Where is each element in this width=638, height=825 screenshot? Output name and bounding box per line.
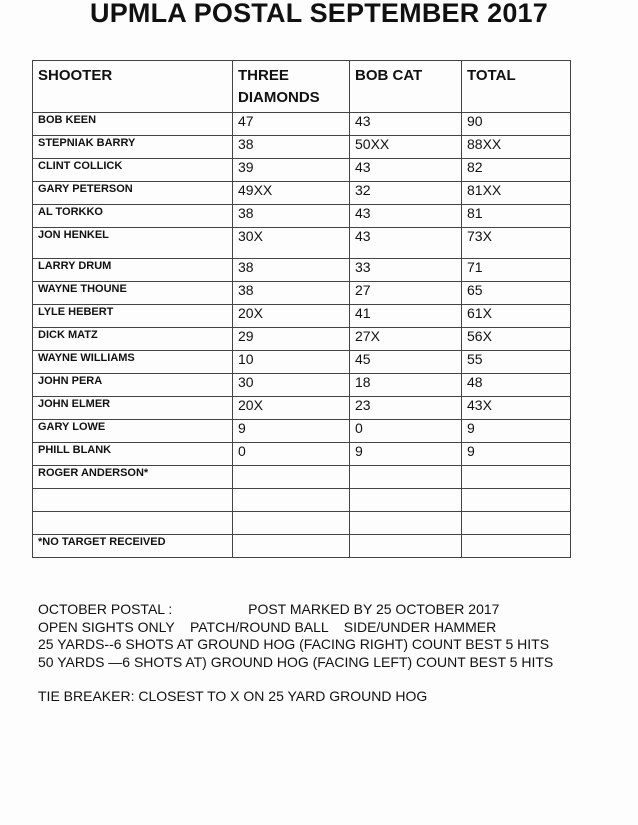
three-diamonds-cell: 47 — [233, 113, 350, 136]
bob-cat-cell: 43 — [350, 205, 462, 228]
table-row — [33, 512, 571, 535]
table-row — [33, 228, 571, 259]
table-row — [33, 328, 571, 351]
three-diamonds-cell: 38 — [233, 136, 350, 159]
bob-cat-cell — [350, 512, 462, 535]
shooter-cell — [33, 489, 233, 512]
footer-line-50-yards: 50 YARDS —6 SHOTS AT) GROUND HOG (FACING LEFT) COUNT BEST 5 HITS — [38, 653, 554, 670]
three-diamonds-cell: 20X — [233, 397, 350, 420]
shooter-cell: STEPNIAK BARRY — [33, 136, 233, 159]
total-cell: 82 — [462, 159, 571, 182]
footer-line-tie-breaker: TIE BREAKER: CLOSEST TO X ON 25 YARD GROUND HOG — [38, 688, 428, 705]
total-cell — [462, 535, 571, 558]
shooter-cell: WAYNE WILLIAMS — [33, 351, 233, 374]
shooter-cell — [33, 512, 233, 535]
october-postal-label: OCTOBER POSTAL : — [38, 601, 173, 617]
table-header-row — [33, 61, 571, 113]
footer-notes — [38, 601, 598, 706]
table-body — [33, 113, 571, 558]
table-row — [33, 443, 571, 466]
footer-line-25-yards: 25 YARDS--6 SHOTS AT GROUND HOG (FACING RIGHT) COUNT BEST 5 HITS — [38, 636, 550, 653]
shooter-cell: BOB KEEN — [33, 113, 233, 136]
total-cell: 9 — [462, 443, 571, 466]
bob-cat-cell: 32 — [350, 182, 462, 205]
total-cell — [462, 489, 571, 512]
table-row — [33, 182, 571, 205]
table-row — [33, 259, 571, 282]
shooter-cell: DICK MATZ — [33, 328, 233, 351]
shooter-cell: JOHN PERA — [33, 374, 233, 397]
total-cell: 43X — [462, 397, 571, 420]
scores-table — [32, 60, 571, 558]
bob-cat-cell: 0 — [350, 420, 462, 443]
bob-cat-cell: 9 — [350, 443, 462, 466]
three-diamonds-cell — [233, 489, 350, 512]
three-diamonds-cell: 49XX — [233, 182, 350, 205]
shooter-cell: LARRY DRUM — [33, 259, 233, 282]
three-diamonds-cell: 10 — [233, 351, 350, 374]
total-cell: 90 — [462, 113, 571, 136]
bob-cat-cell: 27X — [350, 328, 462, 351]
table-row — [33, 374, 571, 397]
post-marked-text: POST MARKED BY 25 OCTOBER 2017 — [248, 601, 500, 617]
shooter-cell: JOHN ELMER — [33, 397, 233, 420]
bob-cat-cell: 18 — [350, 374, 462, 397]
bob-cat-cell — [350, 535, 462, 558]
bob-cat-cell: 43 — [350, 113, 462, 136]
three-diamonds-cell: 38 — [233, 205, 350, 228]
table-row — [33, 489, 571, 512]
shooter-cell: PHILL BLANK — [33, 443, 233, 466]
three-diamonds-cell: 38 — [233, 282, 350, 305]
header-shooter: SHOOTER — [33, 61, 233, 113]
footer-line-sights: OPEN SIGHTS ONLY PATCH/ROUND BALL SIDE/UNDER HAMMER — [38, 618, 497, 635]
page-title: UPMLA POSTAL SEPTEMBER 2017 — [90, 0, 548, 28]
three-diamonds-cell: 0 — [233, 443, 350, 466]
total-cell: 56X — [462, 328, 571, 351]
bob-cat-cell — [350, 489, 462, 512]
bob-cat-cell: 50XX — [350, 136, 462, 159]
bob-cat-cell — [350, 466, 462, 489]
shooter-cell: WAYNE THOUNE — [33, 282, 233, 305]
table-row — [33, 535, 571, 558]
shooter-cell: LYLE HEBERT — [33, 305, 233, 328]
total-cell: 61X — [462, 305, 571, 328]
shooter-cell: ROGER ANDERSON* — [33, 466, 233, 489]
shooter-cell: GARY LOWE — [33, 420, 233, 443]
three-diamonds-cell: 20X — [233, 305, 350, 328]
shooter-cell: CLINT COLLICK — [33, 159, 233, 182]
total-cell — [462, 466, 571, 489]
bob-cat-cell: 45 — [350, 351, 462, 374]
three-diamonds-cell — [233, 535, 350, 558]
shooter-cell: AL TORKKO — [33, 205, 233, 228]
three-diamonds-cell — [233, 512, 350, 535]
three-diamonds-cell: 29 — [233, 328, 350, 351]
header-total: TOTAL — [462, 61, 571, 113]
table-row — [33, 113, 571, 136]
header-bob-cat: BOB CAT — [350, 61, 462, 113]
total-cell: 81XX — [462, 182, 571, 205]
total-cell — [462, 512, 571, 535]
total-cell: 55 — [462, 351, 571, 374]
three-diamonds-cell: 30X — [233, 228, 350, 259]
total-cell: 65 — [462, 282, 571, 305]
bob-cat-cell: 27 — [350, 282, 462, 305]
table-row — [33, 136, 571, 159]
three-diamonds-cell: 39 — [233, 159, 350, 182]
bob-cat-cell: 41 — [350, 305, 462, 328]
bob-cat-cell: 33 — [350, 259, 462, 282]
total-cell: 73X — [462, 228, 571, 259]
table-row — [33, 420, 571, 443]
shooter-cell: *NO TARGET RECEIVED — [33, 535, 233, 558]
footer-line-october — [38, 601, 598, 619]
total-cell: 81 — [462, 205, 571, 228]
header-three-diamonds: THREE DIAMONDS — [233, 61, 350, 113]
total-cell: 88XX — [462, 136, 571, 159]
table-row — [33, 351, 571, 374]
table-row — [33, 159, 571, 182]
shooter-cell: GARY PETERSON — [33, 182, 233, 205]
three-diamonds-cell: 9 — [233, 420, 350, 443]
bob-cat-cell: 43 — [350, 159, 462, 182]
table-row — [33, 466, 571, 489]
total-cell: 48 — [462, 374, 571, 397]
table-row — [33, 205, 571, 228]
table-row — [33, 282, 571, 305]
shooter-cell: JON HENKEL — [33, 228, 233, 259]
table-row — [33, 305, 571, 328]
three-diamonds-cell — [233, 466, 350, 489]
three-diamonds-cell: 38 — [233, 259, 350, 282]
three-diamonds-cell: 30 — [233, 374, 350, 397]
bob-cat-cell: 23 — [350, 397, 462, 420]
bob-cat-cell: 43 — [350, 228, 462, 259]
total-cell: 71 — [462, 259, 571, 282]
total-cell: 9 — [462, 420, 571, 443]
table-row — [33, 397, 571, 420]
